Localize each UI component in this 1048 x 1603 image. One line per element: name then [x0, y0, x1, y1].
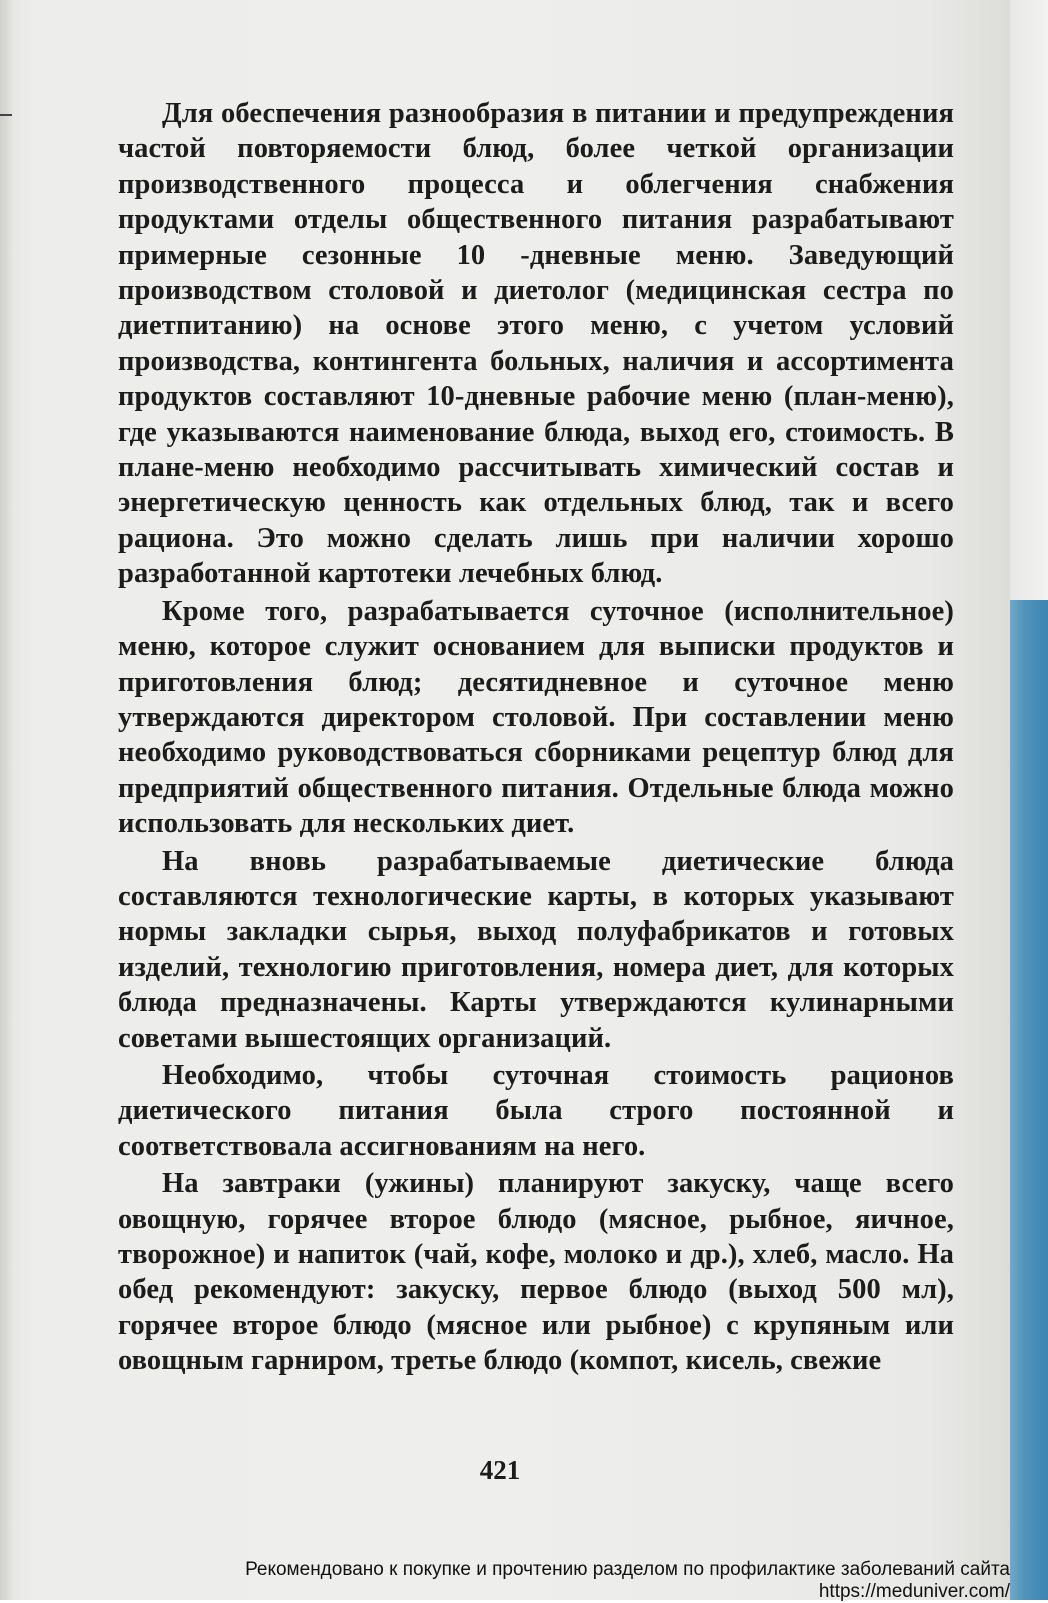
paragraph-2: Кроме того, разрабатывается суточное (исполнительное) меню, которое служит основанием для выписки продуктов и приготовления блюд; десятидневное и суточное меню утверждаются директором столовой. При составлении меню необходимо руководствоваться сборниками рецептур блюд для предприятий общественного питания. Отдельные блюда можно использовать для нескольких диет. — [118, 595, 954, 840]
margin-mark — [0, 114, 12, 116]
watermark-footer: Рекомендовано к покупке и прочтению разделом по профилактике заболеваний сайта https://meduniver.com/ — [245, 1559, 1010, 1602]
book-edge-top — [1010, 0, 1048, 600]
page-gutter-shadow — [0, 0, 14, 1600]
paragraph-1: Для обеспечения разнообразия в питании и предупреждения частой повторяемости блюд, более четкой организации производственного процесса и облегчения снабжения продуктами отделы общественного питания разрабатывают примерные сезонные 10 -дневные меню. Заведующий производством столовой и диетолог (медицинская сестра по диетпитанию) на основе этого меню, с учетом условий производства, контингента больных, наличия и ассортимента продуктов составляют 10-дневные рабочие меню (план-меню), где указываются наименование блюда, выход его, стоимость. В плане-меню необходимо рассчитывать химический состав и энергетическую ценность как отдельных блюд, так и всего рациона. Это можно сделать лишь при наличии хорошо разработанной картотеки лечебных блюд. — [118, 98, 954, 590]
page-number: 421 — [479, 1455, 521, 1485]
page-body-text — [118, 96, 954, 1379]
paragraph-4: Необходимо, чтобы суточная стоимость рационов диетического питания была строго постоянной и соответствовала ассигнованиям на него. — [118, 1059, 954, 1162]
paragraph-5: На завтраки (ужины) планируют закуску, чаще всего овощную, горячее второе блюдо (мясное, рыбное, яичное, творожное) и напиток (чай, кофе, молоко и др.), хлеб, масло. На обед рекомендуют: закуску, первое блюдо (выход 500 мл), горячее второе блюдо (мясное или рыбное) с крупяным или овощным гарниром, третье блюдо (компот, кисель, свежие — [118, 1168, 954, 1377]
paragraph-3: На вновь разрабатываемые диетические блюда составляются технологические карты, в которых указывают нормы закладки сырья, выход полуфабрикатов и готовых изделий, технологию приготовления, номера диет, для которых блюда предназначены. Карты утверждаются кулинарными советами вышестоящих организаций. — [118, 845, 954, 1054]
book-cover-edge — [1010, 600, 1048, 1600]
